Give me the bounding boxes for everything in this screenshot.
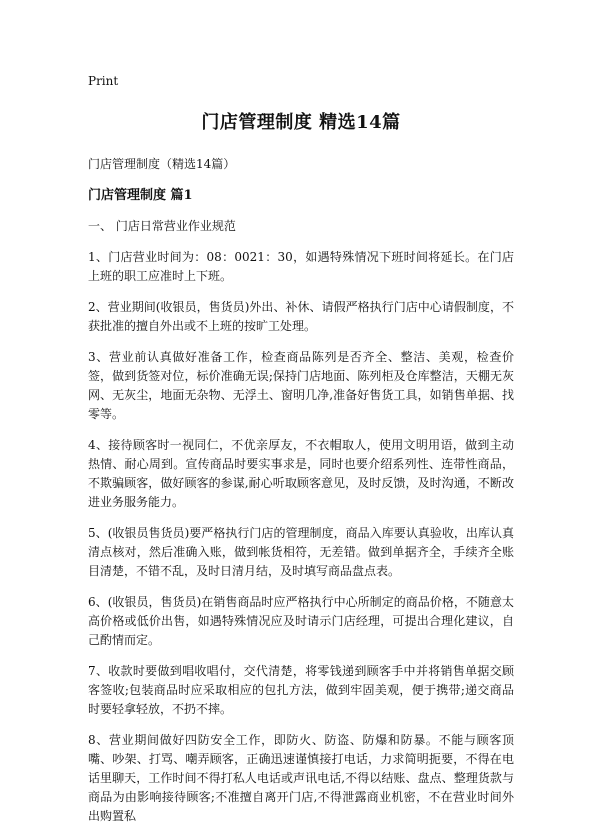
document-subtitle: 门店管理制度（精选14篇）	[88, 157, 236, 171]
paragraph-item: 7、收款时要做到唱收唱付，交代清楚，将零钱递到顾客手中并将销售单据交顾客签收;包装商品时应采取相应的包扎方法，做到牢固美观，便于携带;递交商品时要轻拿轻放，不扔不摔。	[88, 664, 514, 716]
document-title: 门店管理制度 精选14篇	[201, 112, 401, 133]
paragraph-item: 1、门店营业时间为：08：0021：30，如遇特殊情况下班时间将延长。在门店上班的职工应准时上下班。	[88, 250, 514, 283]
paragraph-heading: 一、 门店日常营业作业规范	[88, 219, 236, 233]
section-heading: 门店管理制度 篇1	[88, 188, 193, 203]
paragraph-item: 3、营业前认真做好准备工作，检查商品陈列是否齐全、整洁、美观，检查价签，做到货签对位，标价准确无误;保持门店地面、陈列柜及仓库整洁，天棚无灰网、无灰尘，地面无杂物、无浮土、窗明几净,准备好售货工具，如销售单据、找零等。	[88, 350, 514, 421]
paragraph-item: 4、接待顾客时一视同仁，不优亲厚友，不衣帽取人，使用文明用语，做到主动热情、耐心周到。宣传商品时要实事求是，同时也要介绍系列性、连带性商品，不欺骗顾客，做好顾客的参谋,耐心听取顾客意见，及时反馈，及时沟通，不断改进业务服务能力。	[88, 438, 514, 509]
paragraph-item: 8、营业期间做好四防安全工作，即防火、防盗、防爆和防暴。不能与顾客顶嘴、吵架、打骂、嘲弄顾客，正确迅速谨慎接打电话，力求简明扼要，不得在电话里聊天，工作时间不得打私人电话或声讯电话,不得以结账、盘点、整理货款与商品为由影响接待顾客;不准擅自离开门店,不得泄露商业机密，不在营业时间外出购置私	[88, 733, 514, 823]
paragraph-item: 5、(收银员售货员)要严格执行门店的管理制度，商品入库要认真验收，出库认真清点核对，然后准确入账，做到帐货相符，无差错。做到单据齐全，手续齐全账目清楚，不错不乱，及时日清月结，及时填写商品盘点表。	[88, 526, 514, 578]
paragraph-item: 2、营业期间(收银员，售货员)外出、补休、请假严格执行门店中心请假制度，不获批准的擅自外出或不上班的按旷工处理。	[88, 300, 514, 333]
paragraph-item: 6、(收银员，售货员)在销售商品时应严格执行中心所制定的商品价格，不随意太高价格或低价出售，如遇特殊情况应及时请示门店经理，可提出合理化建议，自己酌情而定。	[88, 595, 514, 647]
print-link[interactable]: Print	[88, 74, 119, 88]
document-content	[88, 111, 514, 826]
